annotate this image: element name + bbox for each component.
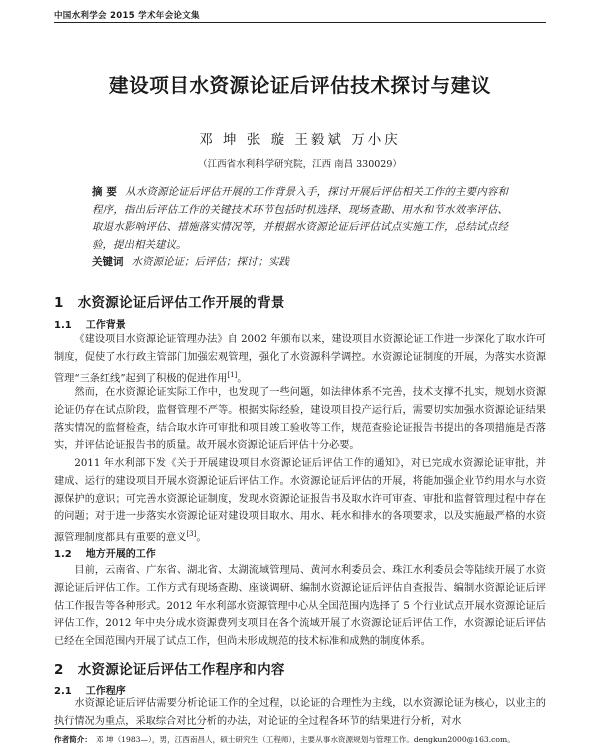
keywords-label: 关键词 (92, 256, 124, 268)
body-paragraph (54, 695, 546, 731)
keywords (92, 254, 508, 269)
subsection-number: 1.2 (54, 549, 72, 560)
subsection-title: 工作背景 (85, 320, 126, 331)
body-paragraph: 《建设项目水资源论证管理办法》自 2002 年颁布以来，建设项目水资源论证工作进一步深化了取水许可制度，促使了水行政主管部门加强宏观管理，强化了水资源科学调控。水资源论证制度的开展，为落实水资源管理“三条红线”起到了积极的促进作用[1]。 (54, 334, 546, 384)
paper-title: 建设项目水资源论证后评估技术探讨与建议 (109, 74, 491, 97)
keywords-text: 水资源论证；后评估；探讨；实践 (131, 256, 289, 268)
body-paragraph (54, 384, 546, 455)
subsection-number: 2.1 (54, 686, 72, 697)
section-number: 1 (54, 295, 64, 311)
citation: [3] (186, 530, 197, 539)
abstract-text: 从水资源论证后评估开展的工作背景入手，探讨开展后评估相关工作的主要内容和程序，指出后评估工作的关键技术环节包括时机选择、现场查勘、用水和节水效率评估、取退水影响评估、措施落实情况等，并根据水资源论证后评估试点实施工作，总结试点经验，提出相关建议。 (92, 186, 508, 251)
subsection-heading (54, 545, 546, 560)
body-paragraph (54, 562, 546, 651)
author-footnote (54, 734, 570, 745)
subsection-title: 地方开展的工作 (85, 549, 156, 560)
paragraph-text: 然而，在水资源论证实际工作中，也发现了一些问题，如法律体系不完善，技术支撑不扎实，规划水资源论证仍存在试点阶段，监督管理不严等。根据实际经验，建设项目投产运行后，需要切实加强水资源论证结果落实情况的监督检查，结合取水许可审批和项目竣工验收等工作，规范查验论证报告书提出的各项措施是否落实，并评估论证报告书的质量。故开展水资源论证后评估十分必要。 (54, 387, 546, 452)
running-header: 中国水利学会 2015 学术年会论文集 (54, 11, 200, 21)
subsection-heading (54, 316, 546, 331)
author-list: 邓 坤 张 璇 王毅斌 万小庆 (199, 132, 401, 148)
citation: [1] (227, 370, 238, 379)
section-title: 水资源论证后评估工作开展的背景 (77, 295, 285, 311)
paragraph-text: 2011 年水利部下发《关于开展建设项目水资源论证后评估工作的通知》，对已完成水资源论证审批，并建成、运行的建设项目开展水资源论证后评估工作。水资源论证后评估的开展，将能加强企业节约用水与水资源保护的意识；可完善水资源论证制度，发现水资源论证报告书及取水许可审查、审批和监督管理过程中存在的问题；对于进一步落实水资源论证对建设项目取水、用水、耗水和排水的各项要求，以及实施最严格的水资源管理制度都具有重要的意义 (54, 458, 546, 544)
footnote-rule (54, 728, 204, 729)
affiliation: （江西省水利科学研究院，江西 南昌 330029） (198, 159, 402, 170)
body-paragraph: 2011 年水利部下发《关于开展建设项目水资源论证后评估工作的通知》，对已完成水资源论证审批，并建成、运行的建设项目开展水资源论证后评估工作。水资源论证后评估的开展，将能加强企业节约用水与水资源保护的意识；可完善水资源论证制度，发现水资源论证报告书及取水许可审查、审批和监督管理过程中存在的问题；对于进一步落实水资源论证对建设项目取水、用水、耗水和排水的各项要求，以及实施最严格的水资源管理制度都具有重要的意义[3]。 (54, 458, 546, 544)
section-heading (54, 658, 546, 678)
section-number: 2 (54, 662, 64, 678)
paragraph-text: 《建设项目水资源论证管理办法》自 2002 年颁布以来，建设项目水资源论证工作进一步深化了取水许可制度，促使了水行政主管部门加强宏观管理，强化了水资源科学调控。水资源论证制度的开展，为落实水资源管理“三条红线”起到了积极的促进作用 (54, 334, 546, 384)
section-heading (54, 291, 546, 311)
paragraph-text: 目前，云南省、广东省、湖北省、太湖流域管理局、黄河水利委员会、珠江水利委员会等陆续开展了水资源论证后评估工作。工作方式有现场查勘、座谈调研、编制水资源论证后评估自查报告、编制水资源论证后评估工作报告等各种形式。2012 年水利部水资源管理中心从全国范围内选择了 5 个行业试点开展水资源论证后评估工作，2012 年中央分成水资源费列支项目在各个流域开展了水资源论证后评估工作，水资源论证后评估已经在全国范围内开展了试点工作，但尚未形成规范的技术标准和成熟的制度体系。 (54, 565, 546, 648)
paragraph-text: 水资源论证后评估需要分析论证工作的全过程，以论证的合理性为主线，以水资源论证为核心，以业主的执行情况为重点，采取综合对比分析的办法，对论证的全过程各环节的结果进行分析，对水 (54, 698, 546, 727)
section-title: 水资源论证后评估工作程序和内容 (77, 662, 285, 678)
subsection-title: 工作程序 (85, 686, 126, 697)
abstract (92, 184, 508, 254)
footnote-text: 邓 坤（1983—），男，江西南昌人，硕士研究生（工程师），主要从事水资源规划与管理工作。dengkun2000@163.com。 (95, 735, 515, 744)
abstract-label: 摘 要 (92, 186, 118, 198)
header-rule (54, 22, 546, 23)
subsection-number: 1.1 (54, 320, 72, 331)
footnote-label: 作者简介： (54, 735, 92, 744)
